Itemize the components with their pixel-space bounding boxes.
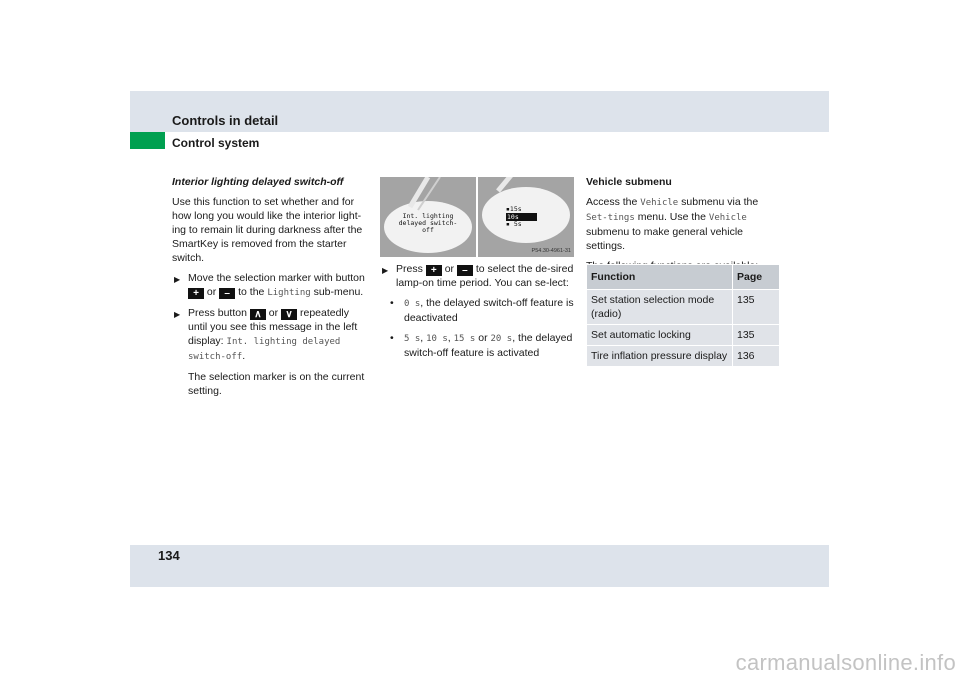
instruction-step: ▶ Press + or – to select the de-sired lamp-on time period. You can se-lect: <box>382 263 574 289</box>
page-cell: 135 <box>733 290 780 325</box>
bullet-dot-icon: • <box>390 297 394 309</box>
display-code: Int. lighting delayed switch-off <box>188 337 341 362</box>
section-heading: Interior lighting delayed switch-off <box>172 176 344 188</box>
functions-table <box>586 264 780 367</box>
up-key-icon: ∧ <box>250 309 266 320</box>
instruction-step: ▶ Press button ∧ or ∨ repeatedly until you see this message in the left display: Int. lighting delayed switch-off. <box>174 307 358 362</box>
minus-key-icon: – <box>457 265 473 276</box>
table-row <box>587 346 780 367</box>
column-header-page: Page <box>733 265 780 290</box>
chapter-title: Controls in detail <box>172 113 279 128</box>
page-number: 134 <box>158 548 180 563</box>
display-message: Int. lighting delayed switch-off <box>398 212 458 234</box>
table-row <box>587 290 780 325</box>
note-paragraph: The selection marker is on the current setting. <box>188 371 365 397</box>
bullet-dot-icon: • <box>390 332 394 344</box>
left-column <box>172 175 368 404</box>
down-key-icon: ∨ <box>281 309 297 320</box>
intro-paragraph: Use this function to set whether and for how long you would like the interior light-ing to remain lit during darkness after the SmartKey is removed from the starter switch. <box>172 196 363 264</box>
page-cell: 136 <box>733 346 780 367</box>
arrow-bullet-icon: ▶ <box>382 266 389 275</box>
figure-reference: P54.30-4961-31 <box>531 248 571 254</box>
bullet-item: • 5 s, 10 s, 15 s or 20 s, the delayed switch-off feature is activated <box>390 332 573 359</box>
table-header-row <box>587 265 780 290</box>
display-options <box>506 206 537 229</box>
display-panel-left <box>380 177 476 257</box>
section-accent-tab <box>130 132 165 149</box>
middle-column <box>380 262 575 366</box>
display-code: Lighting <box>267 288 311 298</box>
section-heading: Vehicle submenu <box>586 176 672 188</box>
page-cell: 135 <box>733 325 780 346</box>
arrow-bullet-icon: ▶ <box>174 310 181 319</box>
minus-key-icon: – <box>219 288 235 299</box>
function-cell: Set automatic locking <box>587 325 733 346</box>
plus-key-icon: + <box>426 265 442 276</box>
function-cell: Set station selection mode (radio) <box>587 290 733 325</box>
column-header-function: Function <box>587 265 733 290</box>
function-cell: Tire inflation pressure display <box>587 346 733 367</box>
access-paragraph: Access the Vehicle submenu via the Set-tings menu. Use the Vehicle submenu to make general vehicle settings. <box>586 196 759 252</box>
arrow-bullet-icon: ▶ <box>174 275 181 284</box>
display-panel-right <box>478 177 574 257</box>
watermark: carmanualsonline.info <box>735 650 956 675</box>
option-5s: ▪ 5s <box>506 220 522 228</box>
option-10s-selected: 10s <box>506 214 537 222</box>
instruction-step: ▶ Move the selection marker with button + or – to the Lighting sub-menu. <box>174 272 365 299</box>
section-title: Control system <box>172 136 260 150</box>
footer-band <box>130 545 829 587</box>
instrument-display-figure <box>380 177 574 257</box>
table-row <box>587 325 780 346</box>
option-15s: ▪15s <box>506 205 522 213</box>
plus-key-icon: + <box>188 288 204 299</box>
bullet-item: • 0 s, the delayed switch-off feature is deactivated <box>390 297 574 324</box>
